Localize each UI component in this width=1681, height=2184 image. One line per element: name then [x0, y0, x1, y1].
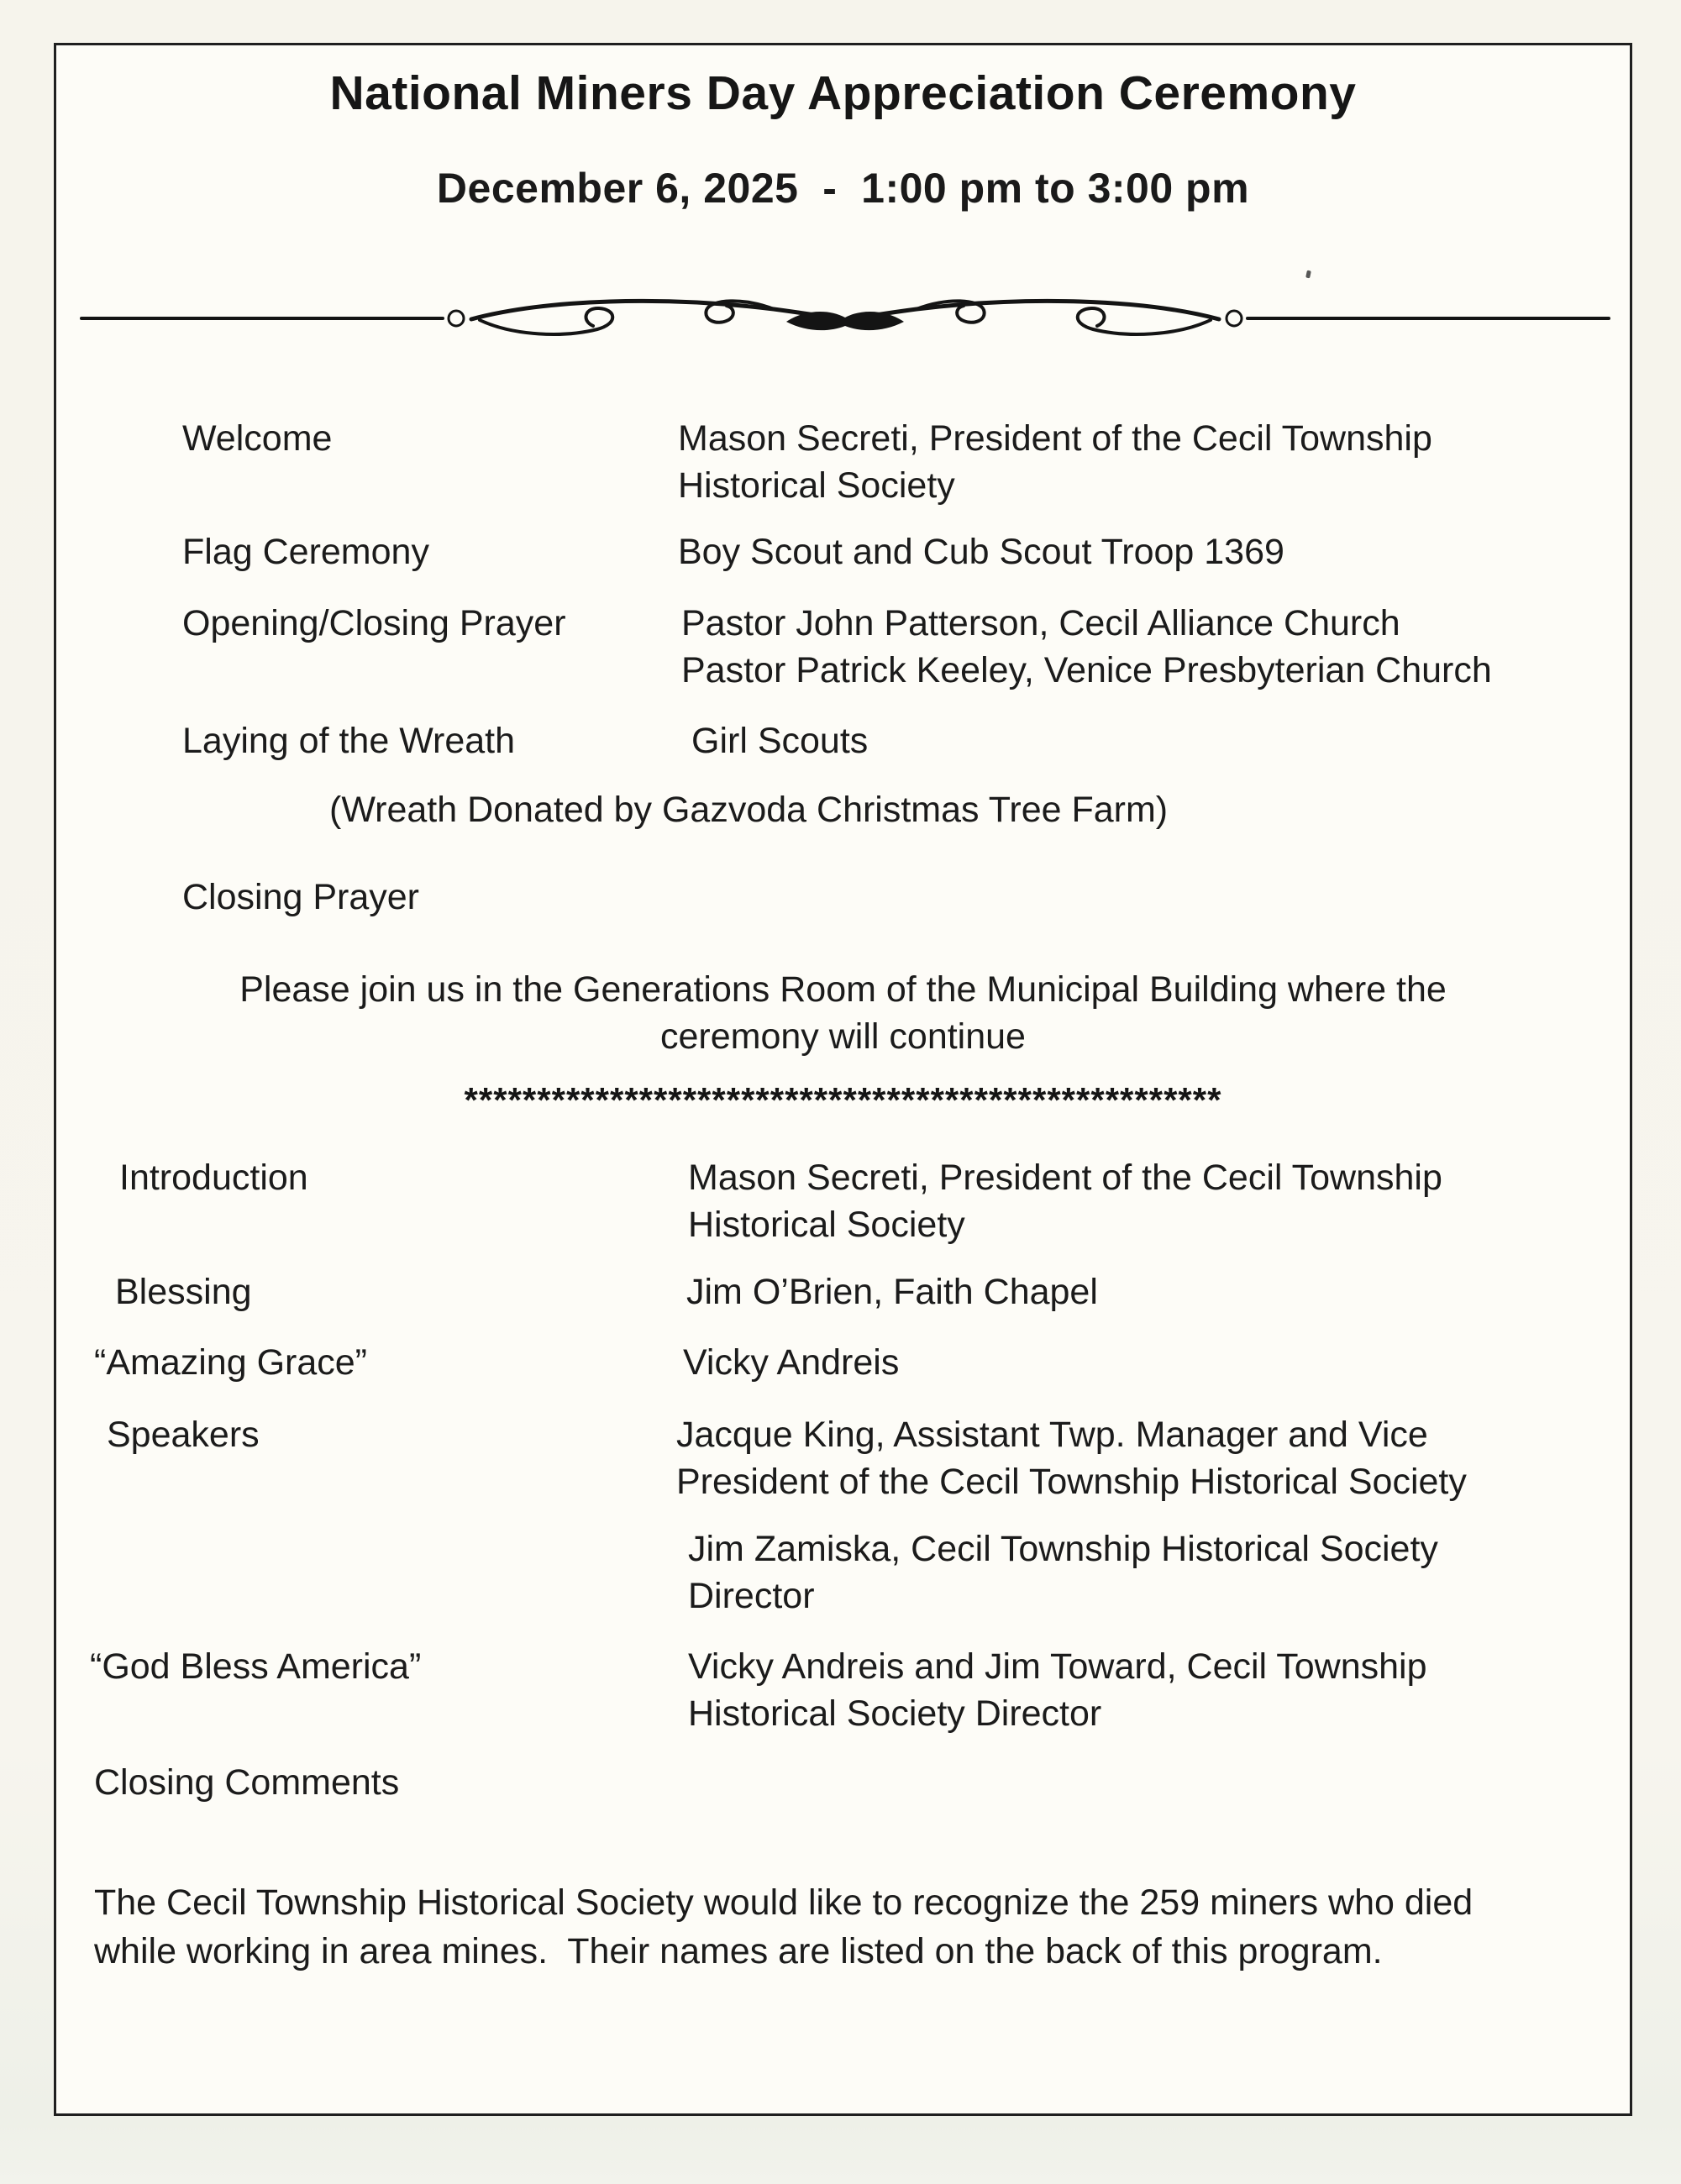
row-detail-line: Vicky Andreis and Jim Toward, Cecil Township: [688, 1646, 1427, 1687]
row-detail-line: Vicky Andreis: [683, 1342, 900, 1383]
row-detail-line: Mason Secreti, President of the Cecil Township: [678, 418, 1432, 459]
footer-note-line: while working in area mines. Their names are listed on the back of this program.: [94, 1931, 1383, 1971]
row-detail-line: Pastor Patrick Keeley, Venice Presbyterian Church: [681, 650, 1492, 690]
row-detail: [688, 1525, 1438, 1620]
row-label: Speakers: [107, 1415, 260, 1455]
row-label: Opening/Closing Prayer: [182, 603, 566, 643]
footer-note-line: The Cecil Township Historical Society would like to recognize the 259 miners who died: [94, 1882, 1474, 1923]
row-detail-line: Girl Scouts: [691, 721, 869, 761]
page-title: National Miners Day Appreciation Ceremony: [329, 66, 1357, 120]
row-detail-line: Director: [688, 1576, 815, 1616]
page-subtitle: December 6, 2025 - 1:00 pm to 3:00 pm: [436, 165, 1250, 212]
closing-prayer-label: Closing Prayer: [182, 877, 419, 917]
row-detail-line: Historical Society: [688, 1205, 965, 1245]
row-label: Blessing: [115, 1272, 252, 1312]
row-detail: [676, 1411, 1467, 1505]
row-label: “God Bless America”: [90, 1646, 422, 1687]
row-detail: [678, 528, 1284, 575]
asterisk-separator: ****************************************************: [464, 1080, 1222, 1120]
row-detail-line: Jacque King, Assistant Twp. Manager and Vice: [676, 1415, 1428, 1455]
row-detail-line: Historical Society: [678, 465, 955, 506]
wreath-note: (Wreath Donated by Gazvoda Christmas Tree Farm): [329, 790, 1169, 830]
row-label: Introduction: [119, 1158, 308, 1198]
row-detail: [691, 717, 868, 764]
row-label: Welcome: [182, 418, 333, 459]
row-detail: [686, 1268, 1098, 1315]
row-label: “Amazing Grace”: [94, 1342, 367, 1383]
document-page: [54, 43, 1632, 2116]
footer-note: [94, 1878, 1473, 1976]
row-label: Closing Comments: [94, 1762, 400, 1803]
join-note: [56, 966, 1630, 1060]
row-detail-line: Boy Scout and Cub Scout Troop 1369: [678, 532, 1284, 572]
scan-artifact: [1305, 270, 1311, 279]
row-detail: [681, 600, 1492, 694]
row-detail: [688, 1643, 1427, 1737]
row-detail-line: Jim O’Brien, Faith Chapel: [686, 1272, 1098, 1312]
row-detail-line: President of the Cecil Township Historical Society: [676, 1462, 1467, 1502]
decorative-divider: [76, 296, 1614, 339]
row-detail-line: Pastor John Patterson, Cecil Alliance Church: [681, 603, 1400, 643]
join-note-line: ceremony will continue: [660, 1016, 1026, 1057]
join-note-line: Please join us in the Generations Room of the Municipal Building where the: [239, 969, 1447, 1010]
row-label: Flag Ceremony: [182, 532, 429, 572]
row-detail: [688, 1154, 1442, 1248]
row-detail: [678, 415, 1432, 509]
row-label: Laying of the Wreath: [182, 721, 516, 761]
row-detail-line: Historical Society Director: [688, 1693, 1102, 1734]
row-detail-line: Mason Secreti, President of the Cecil Township: [688, 1158, 1442, 1198]
row-detail: [683, 1339, 899, 1386]
row-detail-line: Jim Zamiska, Cecil Township Historical Society: [688, 1529, 1438, 1569]
